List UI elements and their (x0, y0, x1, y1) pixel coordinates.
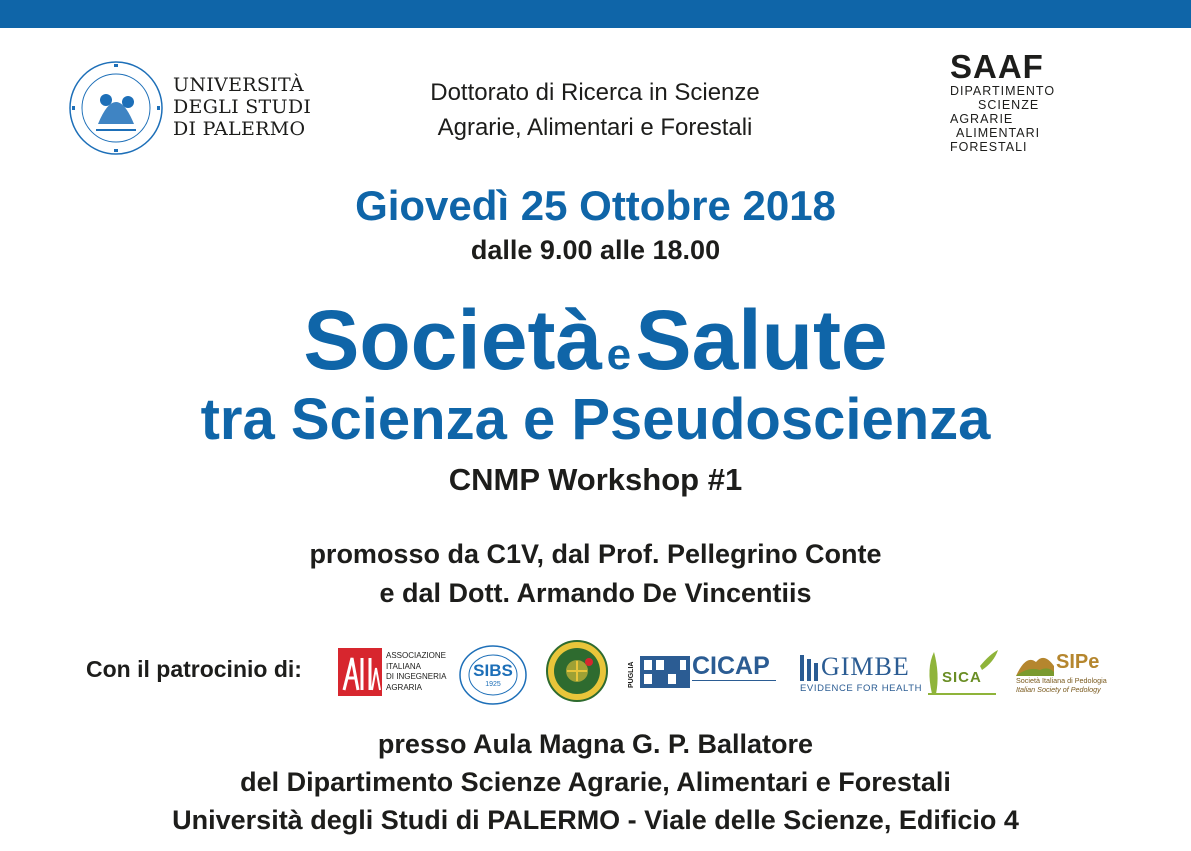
cicap-logo: PUGLIA CICAP (628, 652, 778, 692)
university-name: UNIVERSITÀ DEGLI STUDI DI PALERMO (173, 74, 312, 140)
sipe-soil-icon (1016, 652, 1054, 676)
unipa-seal-icon (68, 60, 164, 156)
event-title-line2: tra Scienza e Pseudoscienza (200, 387, 991, 452)
saaf-title: SAAF (950, 48, 1044, 85)
gimbe-logo: GIMBE EVIDENCE FOR HEALTH (800, 652, 923, 694)
sibs-logo: SIBS 1925 (458, 644, 528, 706)
sipe-logo: SIPe Società Italiana di Pedologia Italian Society of Pedology (1016, 651, 1107, 694)
gimbe-mark-icon (800, 655, 818, 681)
event-date: Giovedì 25 Ottobre 2018 (355, 182, 836, 229)
top-color-bar (0, 0, 1191, 28)
saaf-logo: SAAF DIPARTIMENTO SCIENZE AGRARIE ALIMENTARI FORESTALI (950, 50, 1070, 154)
title-word-societa: Società (303, 293, 603, 387)
promoters: promosso da C1V, dal Prof. Pellegrino Conte e dal Dott. Armando De Vincentiis (309, 539, 882, 608)
aiia-logo: ASSOCIAZIONE ITALIANA DI INGEGNERIA AGRARIA (338, 648, 438, 698)
sica-logo: SICA (924, 648, 1000, 696)
cicap-grid-icon (640, 656, 690, 688)
aiia-mark-icon (338, 648, 382, 696)
title-conjunction: e (606, 330, 632, 379)
phd-program: Dottorato di Ricerca in Scienze Agrarie, Alimentari e Forestali (430, 79, 760, 141)
workshop-label: CNMP Workshop #1 (448, 462, 743, 497)
association-seal-icon (545, 640, 609, 702)
patronage-label: Con il patrocinio di: (86, 656, 302, 682)
title-word-salute: Salute (635, 293, 888, 387)
venue-details: presso Aula Magna G. P. Ballatore del Dipartimento Scienze Agrarie, Alimentari e Forestali Università degli Studi di PALERMO - Viale delle Scienze, Edificio 4 (172, 729, 1019, 835)
event-hours: dalle 9.00 alle 18.00 (470, 235, 721, 265)
